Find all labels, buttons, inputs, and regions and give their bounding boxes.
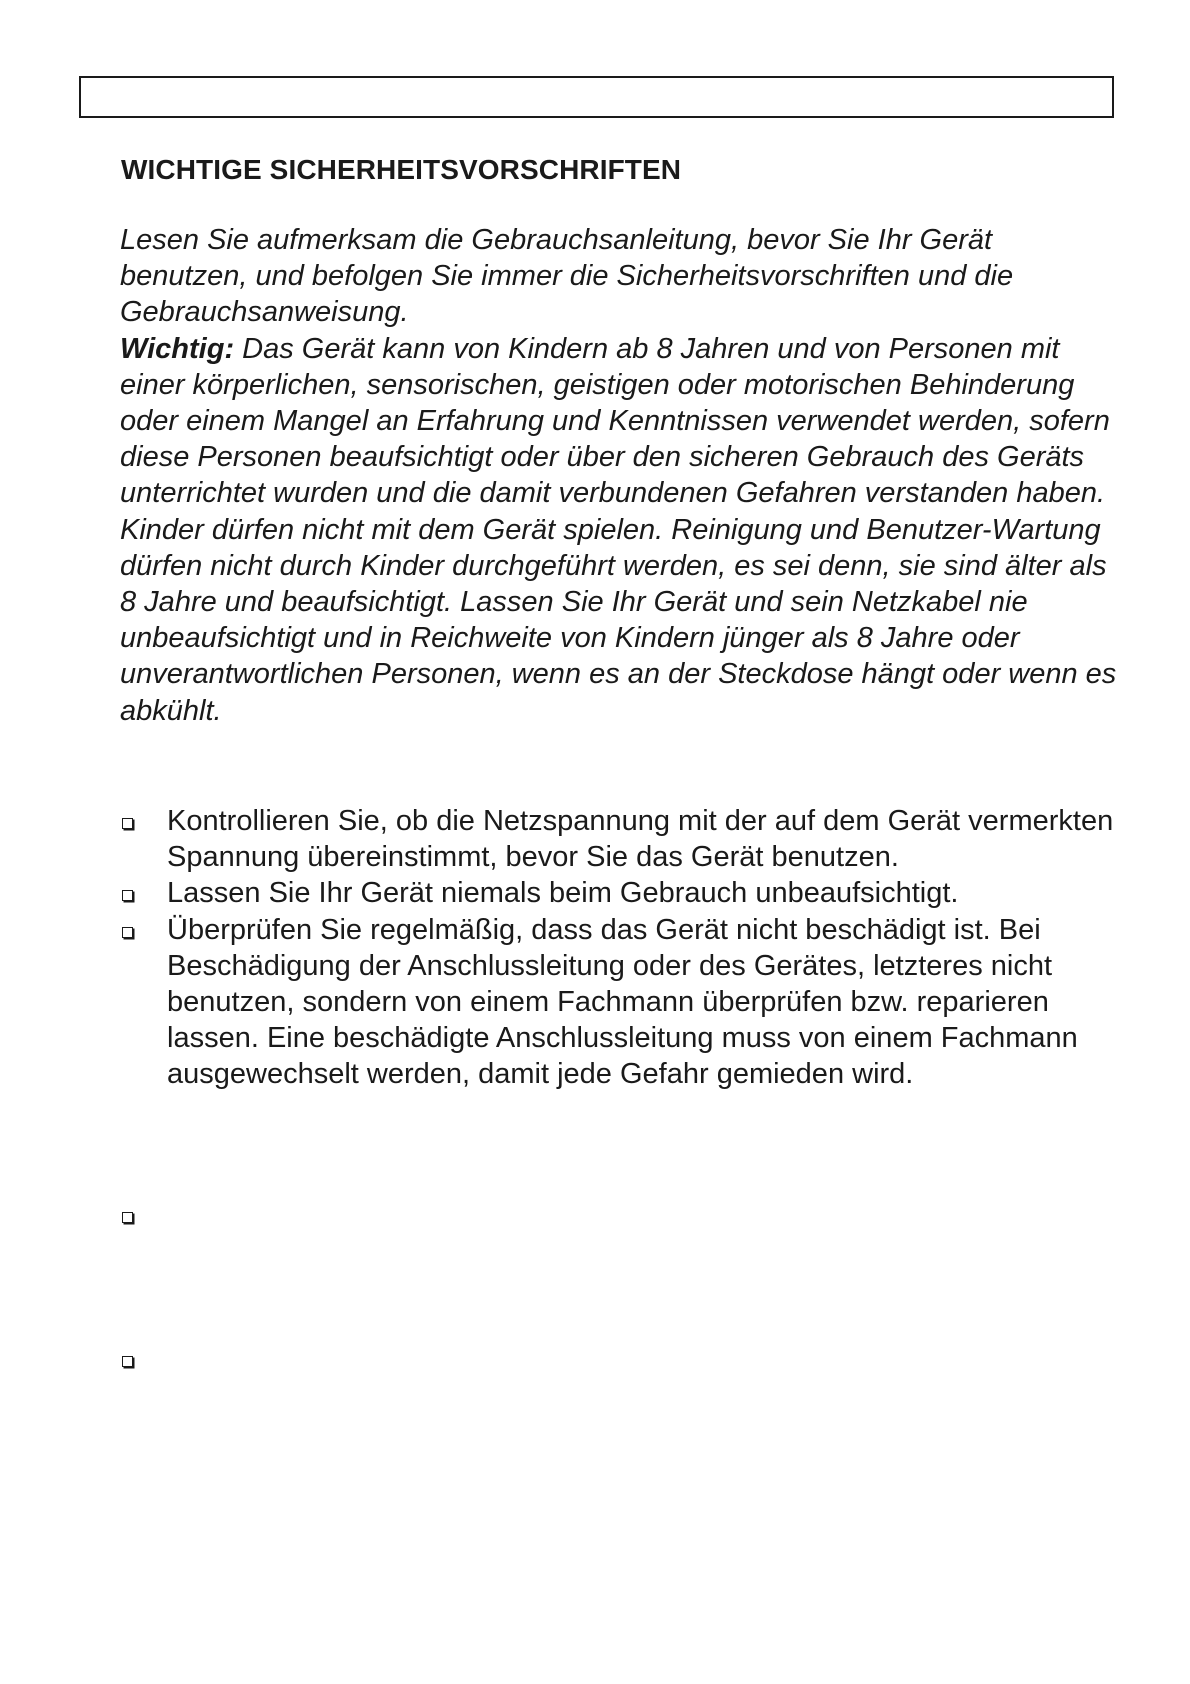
- intro-lead: Lesen Sie aufmerksam die Gebrauchsanleitung, bevor Sie Ihr Gerät benutzen, und befolgen Sie immer die Sicherheitsvorschriften und die Gebrauchsanweisung.: [120, 224, 1014, 329]
- checkbox-bullet-icon: [122, 890, 133, 901]
- intro-section: [120, 222, 1120, 729]
- list-item-text: Überprüfen Sie regelmäßig, dass das Gerät nicht beschädigt ist. Bei Beschädigung der Anschlussleitung oder des Gerätes, letzteres nicht benutzen, sondern von einem Fachmann überprüfen bzw. reparieren lassen. Eine beschädigte Anschlussleitung muss von einem Fachmann ausgewechselt werden, damit jede Gefahr gemieden wird.: [167, 913, 1078, 1091]
- list-item: [120, 875, 1120, 911]
- empty-bullet-icon: [122, 1356, 133, 1367]
- list-item-text: Lassen Sie Ihr Gerät niemals beim Gebrauch unbeaufsichtigt.: [167, 877, 959, 910]
- intro-paragraph: [120, 222, 1120, 331]
- list-item: [120, 803, 1120, 875]
- checkbox-bullet-icon: [122, 818, 133, 829]
- empty-bullet-icon: [122, 1212, 133, 1223]
- important-text: Das Gerät kann von Kindern ab 8 Jahren und von Personen mit einer körperlichen, sensorischen, geistigen oder motorischen Behinderung oder einem Mangel an Erfahrung und Kenntnissen verwendet werden, sofern diese Personen beaufsichtigt oder über den sicheren Gebrauch des Geräts unterrichtet wurden und die damit verbundenen Gefahren verstanden haben. Kinder dürfen nicht mit dem Gerät spielen. Reinigung und Benutzer-Wartung dürfen nicht durch Kinder durchgeführt werden, es sei denn, sie sind älter als 8 Jahre und beaufsichtigt. Lassen Sie Ihr Gerät und sein Netzkabel nie unbeaufsichtigt und in Reichweite von Kindern jünger als 8 Jahre oder unverantwortlichen Personen, wenn es an der Steckdose hängt oder wenn es abkühlt.: [120, 332, 1117, 727]
- important-paragraph: [120, 331, 1120, 729]
- safety-list: [120, 803, 1120, 1093]
- checkbox-bullet-icon: [122, 927, 133, 938]
- list-item-text: Kontrollieren Sie, ob die Netzspannung mit der auf dem Gerät vermerkten Spannung übereinstimmt, bevor Sie das Gerät benutzen.: [167, 805, 1114, 874]
- page-title: WICHTIGE SICHERHEITSVORSCHRIFTEN: [121, 154, 682, 185]
- important-label: Wichtig:: [120, 332, 235, 365]
- header-box: [79, 76, 1114, 118]
- list-item: [120, 912, 1120, 1093]
